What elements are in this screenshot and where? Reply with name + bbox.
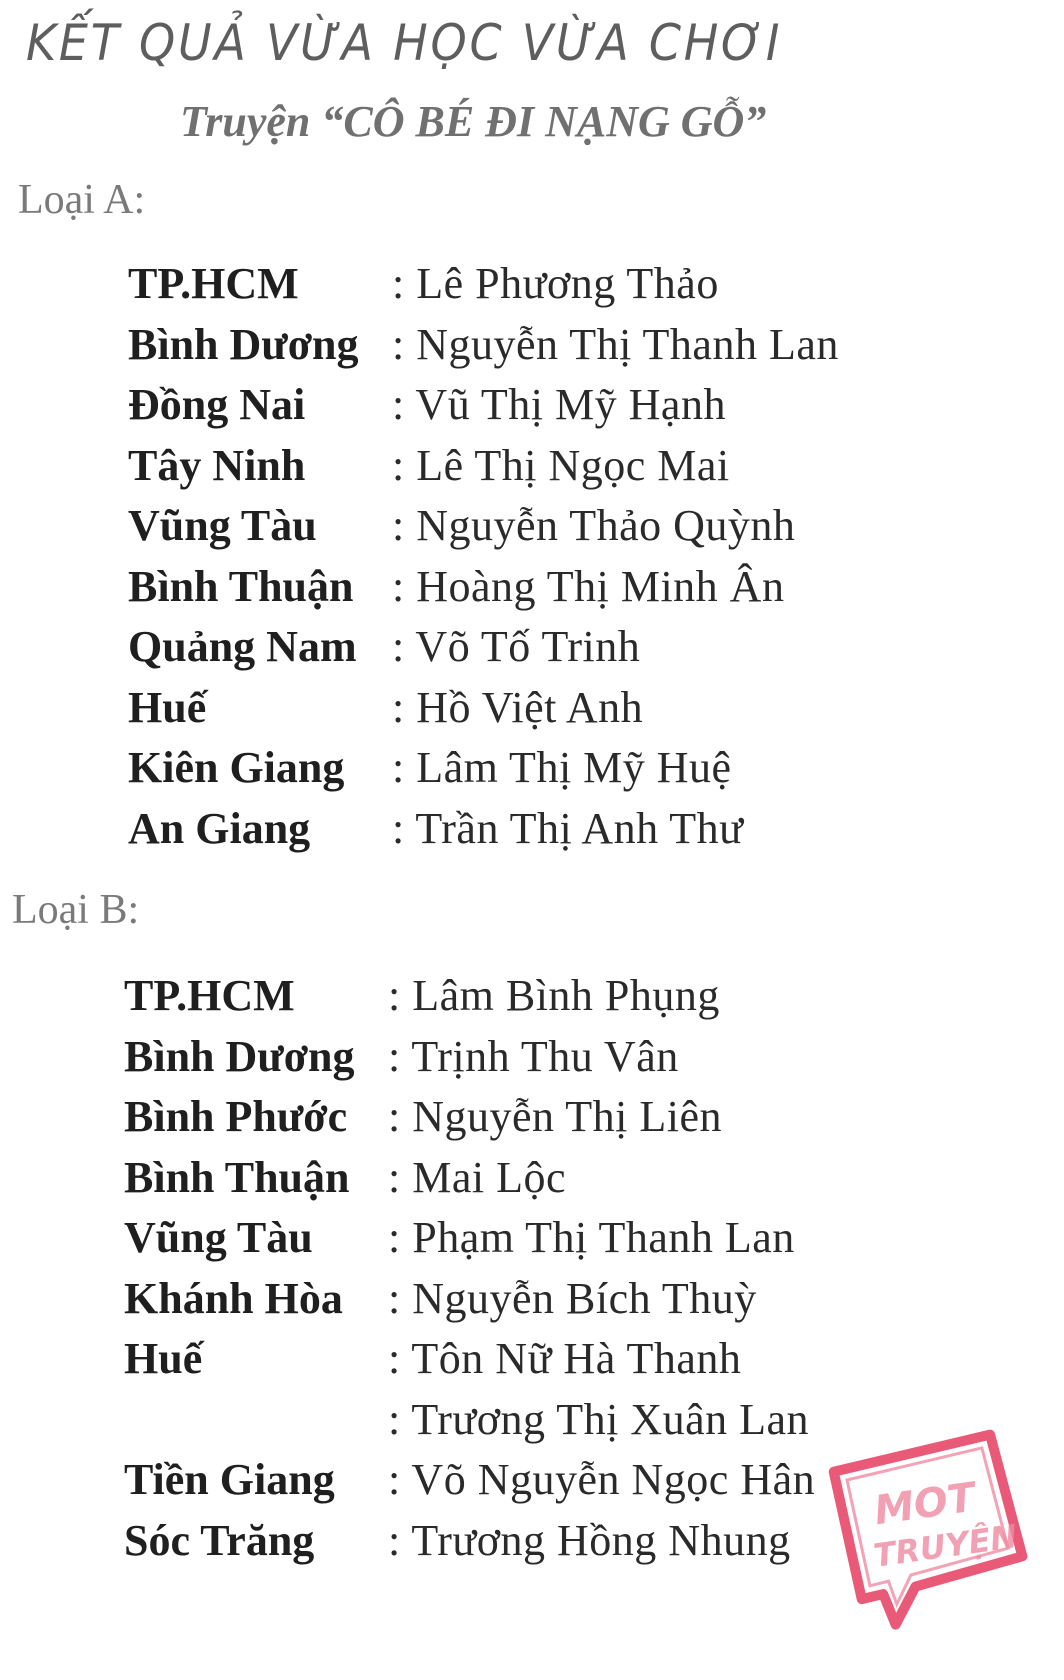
result-row [0,970,1064,1030]
page-title: KẾT QUẢ VỪA HỌC VỪA CHƠI [26,14,783,72]
result-row [0,258,1064,318]
result-row [0,1031,1064,1091]
province-name: Tiền Giang [124,1455,335,1504]
province-name: TP.HCM [128,259,299,308]
province-name: Huế [124,1334,203,1383]
province-name: Huế [128,682,207,732]
province-name: Sóc Trăng [124,1515,315,1565]
winner-name: : Nguyễn Thị Thanh Lan [392,319,839,369]
winner-name: : Nguyễn Thảo Quỳnh [392,501,796,550]
winner-name: : Võ Tố Trinh [392,622,641,671]
result-row [0,440,1064,500]
watermark-logo [812,1420,1032,1630]
province-name: Kiên Giang [128,743,345,792]
result-row [0,319,1064,379]
watermark-line1: MOT [871,1474,978,1535]
result-row [0,379,1064,439]
province-name: Tây Ninh [128,440,306,490]
section-label-a: Loại A: [18,177,146,223]
winner-name: : Trương Hồng Nhung [388,1515,791,1565]
result-row [0,742,1064,802]
province-name: Vũng Tàu [128,501,317,550]
winner-name: : Lê Thị Ngọc Mai [392,440,730,490]
watermark-line2: TRUYỆN [871,1517,1020,1575]
result-row [0,1152,1064,1212]
winner-name: : Vũ Thị Mỹ Hạnh [392,380,726,429]
winner-name: : Trần Thị Anh Thư [392,803,744,853]
result-row [0,682,1064,742]
winner-name: : Mai Lộc [388,1152,567,1202]
winner-name: : Võ Nguyễn Ngọc Hân [388,1455,816,1504]
province-name: Bình Dương [124,1031,355,1081]
result-row [0,621,1064,681]
province-name: Đồng Nai [128,380,306,429]
winner-name: : Trương Thị Xuân Lan [388,1394,810,1444]
province-name: Bình Phước [124,1092,348,1141]
province-name: Bình Thuận [124,1152,350,1202]
winner-name: : Lâm Thị Mỹ Huệ [392,743,732,792]
winner-name: : Lê Phương Thảo [392,259,719,308]
winner-name: : Tôn Nữ Hà Thanh [388,1334,742,1383]
result-row [0,561,1064,621]
province-name: Bình Thuận [128,561,354,611]
winner-name: : Nguyễn Thị Liên [388,1092,722,1141]
province-name: Bình Dương [128,319,359,369]
result-row [0,1273,1064,1333]
province-name: TP.HCM [124,971,295,1020]
winner-name: : Phạm Thị Thanh Lan [388,1213,795,1262]
winner-name: : Lâm Bình Phụng [388,971,720,1020]
result-row [0,1212,1064,1272]
story-subtitle: Truyện “CÔ BÉ ĐI NẠNG GỖ” [180,97,767,146]
winner-name: : Nguyễn Bích Thuỳ [388,1273,757,1323]
result-row [0,500,1064,560]
winner-name: : Hoàng Thị Minh Ân [392,561,785,611]
result-row [0,1333,1064,1393]
province-name: Khánh Hòa [124,1273,343,1323]
winner-name: : Hồ Việt Anh [392,682,644,732]
province-name: An Giang [128,803,311,853]
province-name: Quảng Nam [128,622,357,671]
winner-name: : Trịnh Thu Vân [388,1031,679,1081]
province-name: Vũng Tàu [124,1213,313,1262]
section-label-b: Loại B: [12,887,140,933]
result-row [0,803,1064,863]
result-row [0,1091,1064,1151]
